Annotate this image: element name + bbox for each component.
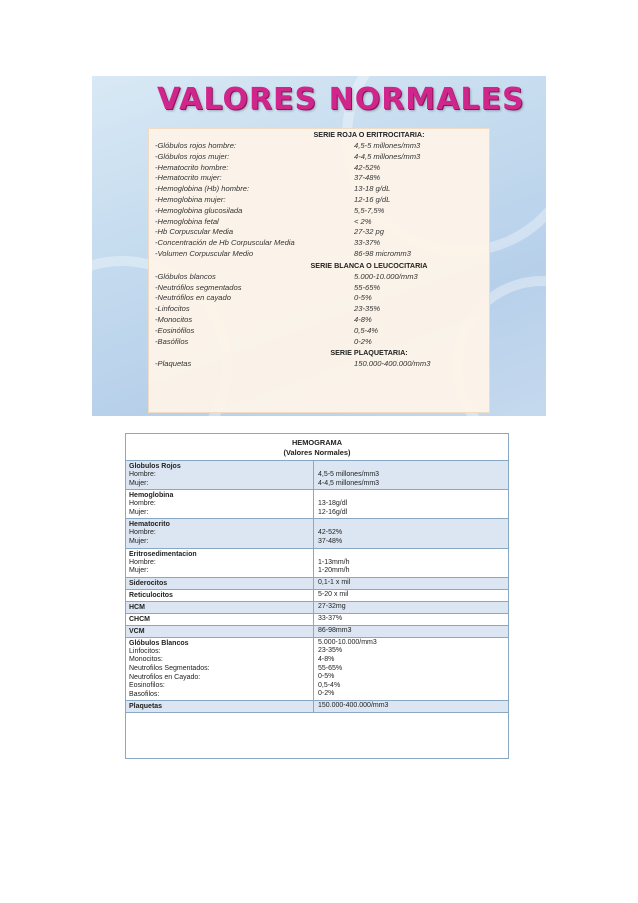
value-cell: [314, 490, 508, 518]
value-row: [149, 238, 489, 249]
group-title: Hematocrito: [129, 521, 170, 529]
value-cell: [314, 602, 508, 613]
parameter-cell: [126, 519, 314, 547]
table-row: [126, 549, 508, 578]
sub-label: Hombre:: [129, 529, 156, 537]
parameter-label: -Hemoglobina mujer:: [155, 194, 226, 204]
parameter-value: 55-65%: [354, 282, 381, 292]
table-row: [126, 626, 508, 638]
parameter-cell: [126, 461, 314, 489]
parameter-value: 0-5%: [354, 293, 372, 303]
value-row: [149, 304, 489, 315]
parameter-cell: [126, 602, 314, 613]
reference-value: 0-5%: [318, 673, 335, 681]
parameter-label: -Volumen Corpuscular Medio: [155, 248, 254, 258]
slide-title: VALORES NORMALES: [157, 82, 525, 117]
parameter-value: 42-52%: [354, 162, 381, 172]
parameter-value: 37-48%: [354, 173, 381, 183]
value-row: [149, 272, 489, 283]
table-row: [126, 602, 508, 614]
parameter-value: 5,5-7,5%: [354, 205, 385, 215]
parameter-label: -Hemoglobina (Hb) hombre:: [155, 184, 250, 194]
reference-value: 37-48%: [318, 537, 343, 545]
table-row: [126, 614, 508, 626]
reference-value: 1-20mm/h: [318, 567, 350, 575]
value-row: [149, 163, 489, 174]
sub-label: Eosinofilos:: [129, 682, 165, 690]
parameter-value: 4-4,5 millones/mm3: [354, 151, 421, 161]
sub-label: Monocitos:: [129, 656, 163, 664]
table-row: [126, 701, 508, 713]
parameter-label: -Neutrófilos segmentados: [155, 282, 242, 292]
sub-label: Linfocitos:: [129, 647, 161, 655]
value-cell: [314, 578, 508, 589]
reference-value: 0,1-1 x mil: [318, 578, 351, 586]
value-cell: [314, 614, 508, 625]
parameter-value: 86-98 micromm3: [354, 248, 411, 258]
group-title: Plaquetas: [129, 703, 163, 711]
reference-value: 13-18g/dl: [318, 500, 348, 508]
table-row: [126, 638, 508, 702]
parameter-label: -Hematocrito mujer:: [155, 173, 222, 183]
table-row: [126, 519, 508, 548]
parameter-label: -Neutrófilos en cayado: [155, 293, 231, 303]
value-cell: [314, 549, 508, 577]
section-heading: SERIE ROJA O ERITROCITARIA:: [313, 130, 425, 139]
reference-value: 12-16g/dl: [318, 508, 348, 516]
value-row: [149, 249, 489, 260]
parameter-label: -Hematocrito hombre:: [155, 162, 229, 172]
parameter-value: 0-2%: [354, 336, 372, 346]
group-title: VCM: [129, 627, 145, 635]
value-row: [149, 359, 489, 370]
parameter-cell: [126, 638, 314, 701]
value-row: [149, 217, 489, 228]
sub-label: Mujer:: [129, 537, 149, 545]
parameter-value: 150.000-400.000/mm3: [354, 359, 431, 369]
reference-value: 55-65%: [318, 664, 343, 672]
value-row: [149, 227, 489, 238]
reference-value: 4-4,5 millones/mm3: [318, 479, 380, 487]
reference-value: 5.000-10.000/mm3: [318, 638, 377, 646]
parameter-label: -Glóbulos blancos: [155, 271, 216, 281]
value-cell: [314, 519, 508, 547]
parameter-cell: [126, 590, 314, 601]
parameter-value: 27-32 pg: [354, 227, 384, 237]
group-title: Glóbulos Blancos: [129, 639, 189, 647]
parameter-value: 4,5-5 millones/mm3: [354, 141, 421, 150]
value-row: [149, 184, 489, 195]
reference-value: 0-2%: [318, 690, 335, 698]
hemograma-table: [125, 433, 509, 759]
value-row: [149, 283, 489, 294]
table-row: [126, 578, 508, 590]
value-cell: [314, 590, 508, 601]
parameter-label: -Hemoglobina fetal: [155, 216, 219, 226]
value-row: [149, 195, 489, 206]
parameter-cell: [126, 701, 314, 712]
parameter-label: -Concentración de Hb Corpuscular Media: [155, 238, 295, 248]
group-title: Reticulocitos: [129, 591, 173, 599]
parameter-cell: [126, 578, 314, 589]
parameter-label: -Plaquetas: [155, 359, 192, 369]
sub-label: Mujer:: [129, 567, 149, 575]
value-row: [149, 141, 489, 152]
value-row: [149, 315, 489, 326]
parameter-label: -Basófilos: [155, 336, 189, 346]
group-title: Eritrosedimentacion: [129, 550, 197, 558]
value-cell: [314, 626, 508, 637]
sub-label: Neutrofilos Segmentados:: [129, 664, 210, 672]
reference-value: 150.000-400.000/mm3: [318, 702, 389, 710]
parameter-cell: [126, 626, 314, 637]
reference-value: 42-52%: [318, 529, 343, 537]
reference-value: 33-37%: [318, 614, 343, 622]
reference-value: 23-35%: [318, 647, 343, 655]
sub-label: Mujer:: [129, 479, 149, 487]
parameter-value: 0,5-4%: [354, 325, 379, 335]
reference-value: 1-13mm/h: [318, 558, 350, 566]
group-title: Globulos Rojos: [129, 463, 181, 470]
reference-value: 4,5-5 millones/mm3: [318, 471, 380, 478]
group-title: CHCM: [129, 615, 150, 623]
group-title: Hemoglobina: [129, 492, 174, 500]
parameter-value: 5.000-10.000/mm3: [354, 271, 418, 281]
parameter-cell: [126, 549, 314, 577]
group-title: Siderocitos: [129, 579, 168, 587]
value-cell: [314, 701, 508, 712]
reference-value: 27-32mg: [318, 602, 346, 610]
value-row: [149, 326, 489, 337]
parameter-label: -Hb Corpuscular Media: [155, 227, 234, 237]
value-cell: [314, 461, 508, 489]
sub-label: Mujer:: [129, 508, 149, 516]
value-cell: [314, 638, 508, 701]
parameter-label: -Glóbulos rojos hombre:: [155, 141, 237, 150]
parameter-cell: [126, 614, 314, 625]
parameter-value: 33-37%: [354, 238, 381, 248]
parameter-value: < 2%: [354, 216, 372, 226]
reference-values-panel: [148, 128, 490, 413]
parameter-value: 23-35%: [354, 304, 381, 314]
reference-value: 5-20 x mil: [318, 590, 349, 598]
sub-label: Neutrofilos en Cayado:: [129, 673, 201, 681]
table-row: [126, 590, 508, 602]
hemograma-title: HEMOGRAMA: [291, 438, 343, 447]
parameter-label: -Hemoglobina glucosilada: [155, 205, 243, 215]
group-title: HCM: [129, 603, 145, 611]
parameter-label: -Eosinófilos: [155, 325, 195, 335]
sub-label: Basofilos:: [129, 690, 160, 698]
parameter-label: -Linfocitos: [155, 304, 190, 314]
hemograma-header: [126, 434, 508, 461]
section-heading: SERIE BLANCA O LEUCOCITARIA: [310, 260, 428, 270]
hemograma-subtitle: (Valores Normales): [283, 447, 351, 457]
table-row: [126, 461, 508, 490]
sub-label: Hombre:: [129, 558, 156, 566]
section-heading: SERIE PLAQUETARIA:: [330, 348, 408, 358]
sub-label: Hombre:: [129, 500, 156, 508]
parameter-label: -Glóbulos rojos mujer:: [155, 151, 230, 161]
value-row: [149, 152, 489, 163]
reference-value: 0,5-4%: [318, 681, 341, 689]
value-row: [149, 173, 489, 184]
valores-normales-slide: [92, 76, 546, 416]
table-row: [126, 490, 508, 519]
parameter-value: 13-18 g/dL: [354, 184, 391, 194]
parameter-label: -Monocitos: [155, 314, 193, 324]
value-row: [149, 206, 489, 217]
parameter-cell: [126, 490, 314, 518]
value-row: [149, 337, 489, 348]
value-row: [149, 293, 489, 304]
sub-label: Hombre:: [129, 471, 156, 478]
reference-value: 4-8%: [318, 655, 335, 663]
parameter-value: 12-16 g/dL: [354, 194, 391, 204]
parameter-value: 4-8%: [354, 314, 372, 324]
reference-value: 86-98mm3: [318, 626, 352, 634]
